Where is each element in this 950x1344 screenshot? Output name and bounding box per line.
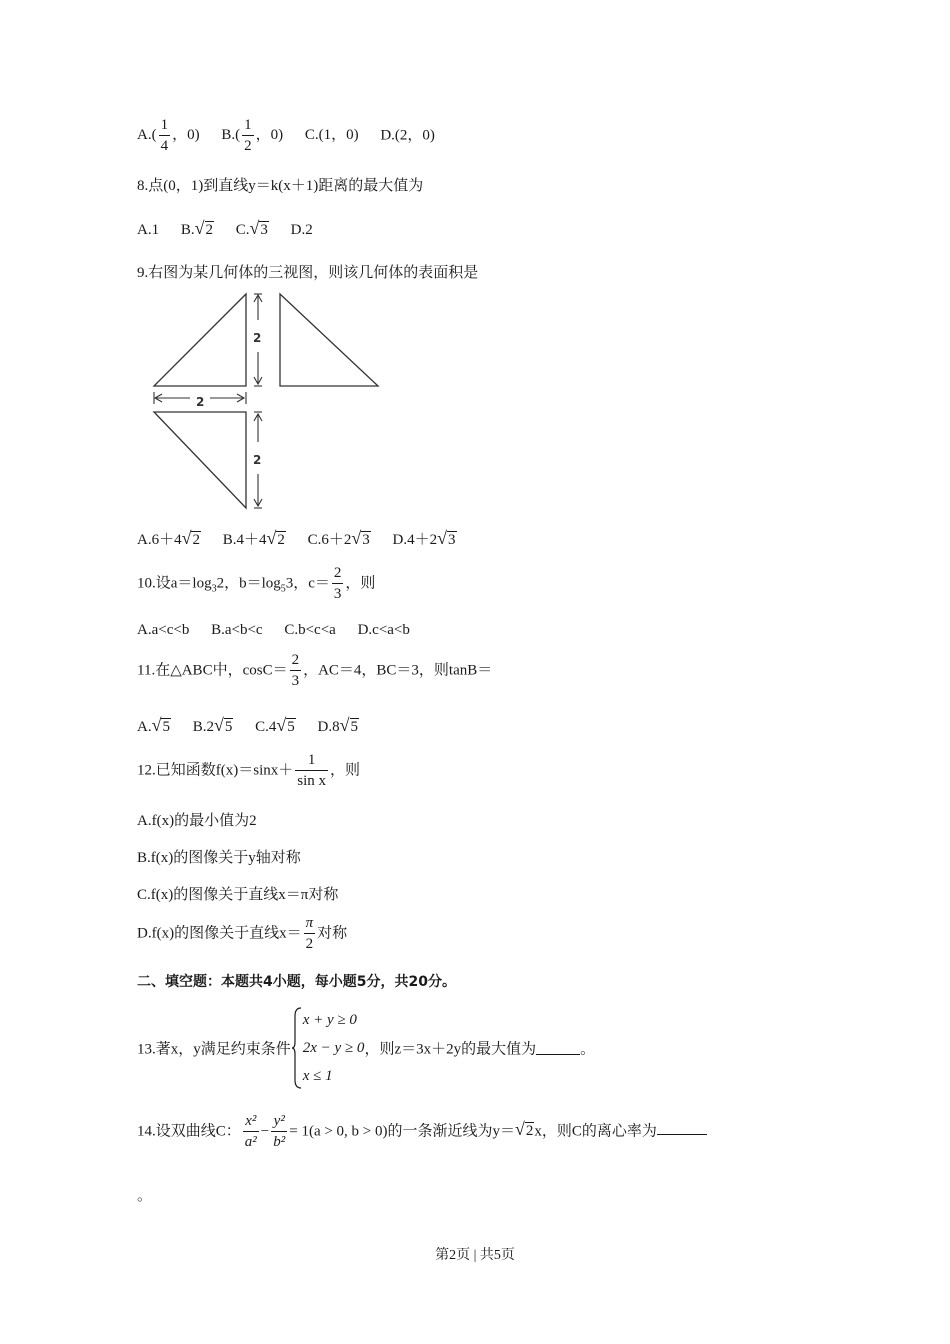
q10-c-num: 2: [332, 566, 344, 584]
q11-b-radicand: 5: [224, 719, 233, 735]
q11-stem-end: ，AC＝4，BC＝3，则tanB＝: [303, 662, 493, 679]
q11-a-prefix: A.: [137, 719, 152, 735]
q8-option-b: [180, 218, 214, 238]
q13-constraint-2: 2x − y ≥ 0: [302, 1040, 365, 1056]
q11-b-sqrt: √5: [214, 715, 233, 735]
q14-answer-blank[interactable]: [657, 1122, 707, 1135]
q13-stem-part1: 13.著x，y满足约束条件: [137, 1041, 291, 1058]
q12-d-prefix: D.f(x)的图像关于直线x＝: [137, 925, 302, 942]
q12-option-c: C.f(x)的图像关于直线x＝π对称: [137, 887, 339, 903]
q8-b-prefix: B.: [180, 222, 195, 238]
q13-stem-end: ，则z＝3x＋2y的最大值为: [364, 1041, 537, 1058]
q11-option-c: [255, 715, 296, 735]
q8-options: [137, 218, 313, 239]
q12-option-d: [137, 916, 347, 952]
q14-y-num: y²: [271, 1114, 287, 1132]
top-height-label: 2: [253, 453, 262, 467]
q11-num: 2: [290, 653, 302, 671]
section-2-heading: 二、填空题：本题共4小题，每小题5分，共20分。: [137, 974, 456, 990]
width-label: 2: [196, 395, 205, 409]
q7-b-fraction: [242, 118, 254, 154]
q9-option-a: [137, 528, 201, 548]
q7-b-prefix: B.(: [221, 127, 241, 144]
q9-options: [137, 528, 457, 549]
q9-c-radicand: 3: [362, 532, 370, 548]
q12-d-suffix: 对称: [317, 925, 348, 942]
q9-d-sqrt: √3: [437, 528, 456, 548]
q11-c-radicand: 5: [287, 719, 295, 735]
q9-a-prefix: A.6＋4: [137, 532, 182, 548]
side-view-triangle: [280, 294, 378, 386]
q11-d-sqrt: √5: [339, 715, 359, 735]
q11-b-prefix: B.2: [192, 719, 214, 735]
q9-c-prefix: C.6＋2: [307, 532, 352, 548]
q10-stem-part2: 2，b＝log: [216, 575, 281, 592]
q9-b-prefix: B.4＋4: [222, 532, 267, 548]
q12-stem-part1: 12.已知函数f(x)＝sinx＋: [137, 762, 294, 779]
q8-option-c: [235, 218, 269, 238]
q10-option-b: B.a<b<c: [211, 622, 263, 638]
q11-option-a: [137, 715, 171, 735]
q11-option-d: [317, 715, 359, 735]
q11-option-b: [192, 715, 234, 735]
q9-b-sqrt: √2: [266, 528, 285, 548]
page-footer: 第2页 | 共5页: [435, 1248, 515, 1263]
q11-stem: [137, 653, 492, 689]
q14-stem-part1: 14.设双曲线C：: [137, 1123, 241, 1140]
q11-c-sqrt: √5: [276, 715, 295, 735]
q14-radicand: 2: [525, 1123, 534, 1140]
q10-c-fraction: [332, 566, 344, 602]
q14-fraction-x: [243, 1114, 259, 1150]
q13-brace: [291, 1006, 303, 1090]
q11-a-radicand: 5: [162, 719, 170, 735]
front-view-triangle: [154, 294, 246, 386]
q13-answer-blank[interactable]: [536, 1042, 580, 1055]
q8-c-radicand: 3: [260, 222, 268, 238]
q12-den: sin x: [297, 773, 327, 789]
q13-period: 。: [580, 1041, 596, 1058]
q9-a-sqrt: √2: [181, 528, 200, 548]
q7-a-suffix: ，0): [172, 127, 200, 144]
q7-options: [137, 118, 435, 154]
q12-num: 1: [295, 753, 328, 771]
q8-b-radicand: 2: [205, 222, 213, 238]
q12-fraction: [295, 753, 328, 789]
q10-log-base-2: 5: [280, 583, 286, 595]
three-view-figure: [150, 290, 390, 515]
q9-d-radicand: 3: [448, 532, 456, 548]
q14-fraction-y: [271, 1114, 287, 1150]
q9-stem: 9.右图为某几何体的三视图，则该几何体的表面积是: [137, 265, 479, 281]
q11-c-prefix: C.4: [255, 719, 277, 735]
q10-stem-end: ，则: [345, 575, 376, 592]
q7-a-fraction: [159, 118, 171, 154]
q14-stem-end: x，则C的离心率为: [534, 1123, 657, 1140]
q14-y-den: b²: [273, 1134, 286, 1150]
q9-b-radicand: 2: [277, 532, 285, 548]
q14-x-num: x²: [243, 1114, 259, 1132]
top-view-triangle: [154, 412, 246, 508]
q11-den: 3: [291, 673, 300, 689]
q7-b-den: 2: [244, 138, 252, 154]
q13-constraints: [303, 1006, 365, 1090]
q8-b-sqrt: √2: [194, 218, 213, 238]
q7-b-num: 1: [242, 118, 254, 136]
q14-sqrt: √2: [515, 1119, 534, 1140]
q11-stem-part1: 11.在△ABC中，cosC＝: [137, 662, 288, 679]
q8-c-sqrt: √3: [249, 218, 268, 238]
q8-option-d: D.2: [290, 222, 313, 238]
q7-option-b: [221, 117, 287, 154]
q7-a-num: 1: [159, 118, 171, 136]
q8-option-a: A.1: [137, 222, 160, 238]
q11-d-prefix: D.8: [317, 719, 340, 735]
q10-stem-part1: 10.设a＝log: [137, 575, 212, 592]
q11-a-sqrt: √5: [151, 715, 170, 735]
q9-c-sqrt: √3: [351, 528, 370, 548]
q14-equation-rest: = 1(a > 0, b > 0): [289, 1123, 388, 1140]
q11-options: [137, 715, 359, 736]
q10-option-a: A.a<c<b: [137, 622, 190, 638]
q7-a-prefix: A.(: [137, 127, 157, 144]
q9-d-prefix: D.4＋2: [392, 532, 438, 548]
q10-option-c: C.b<c<a: [284, 622, 336, 638]
q9-option-c: [307, 528, 371, 548]
q12-stem: [137, 753, 360, 789]
q10-stem-part3: 3，c＝: [285, 575, 330, 592]
q11-fraction: [290, 653, 302, 689]
q12-d-fraction: [304, 916, 316, 952]
q13-constraint-1: x + y ≥ 0: [302, 1012, 357, 1028]
q14-x-den: a²: [244, 1134, 257, 1150]
q14-stem: 14.设双曲线C： $\frac{\text{x²}}{\text{a²}}$ − $\frac{\text{y²}}{\text{b²}}$ = 1(a > 0, b > 0)的一条渐近线为y＝√2x，则C的离心率为: [137, 1114, 707, 1150]
q7-option-a: [137, 117, 203, 154]
q14-period: 。: [137, 1188, 153, 1204]
q11-d-radicand: 5: [350, 719, 359, 735]
q13-constraint-3: x ≤ 1: [302, 1068, 333, 1084]
q9-option-b: [222, 528, 286, 548]
q12-option-b: B.f(x)的图像关于y轴对称: [137, 850, 301, 866]
q12-d-den: 2: [305, 936, 314, 952]
q10-c-den: 3: [333, 586, 342, 602]
q7-option-c: C.(1，0): [304, 127, 359, 144]
q12-d-num: π: [304, 916, 316, 934]
q8-c-prefix: C.: [235, 222, 250, 238]
q9-a-radicand: 2: [192, 532, 200, 548]
q7-b-suffix: ，0): [255, 127, 284, 144]
q7-a-den: 4: [160, 138, 169, 154]
q8-stem: 8.点(0，1)到直线y＝k(x＋1)距离的最大值为: [137, 178, 424, 194]
q9-option-d: [392, 528, 457, 548]
q10-log-base-1: 3: [211, 583, 217, 595]
q13-stem: [137, 1006, 595, 1090]
q12-stem-end: ，则: [330, 762, 361, 779]
q10-stem: [137, 566, 375, 602]
front-height-label: 2: [253, 331, 262, 345]
q10-options: [137, 622, 410, 639]
q12-option-a: A.f(x)的最小值为2: [137, 813, 257, 829]
q14-stem-part2: 的一条渐近线为y＝: [387, 1123, 516, 1140]
q7-option-d: D.(2，0): [380, 127, 435, 144]
q10-option-d: D.c<a<b: [357, 622, 410, 638]
